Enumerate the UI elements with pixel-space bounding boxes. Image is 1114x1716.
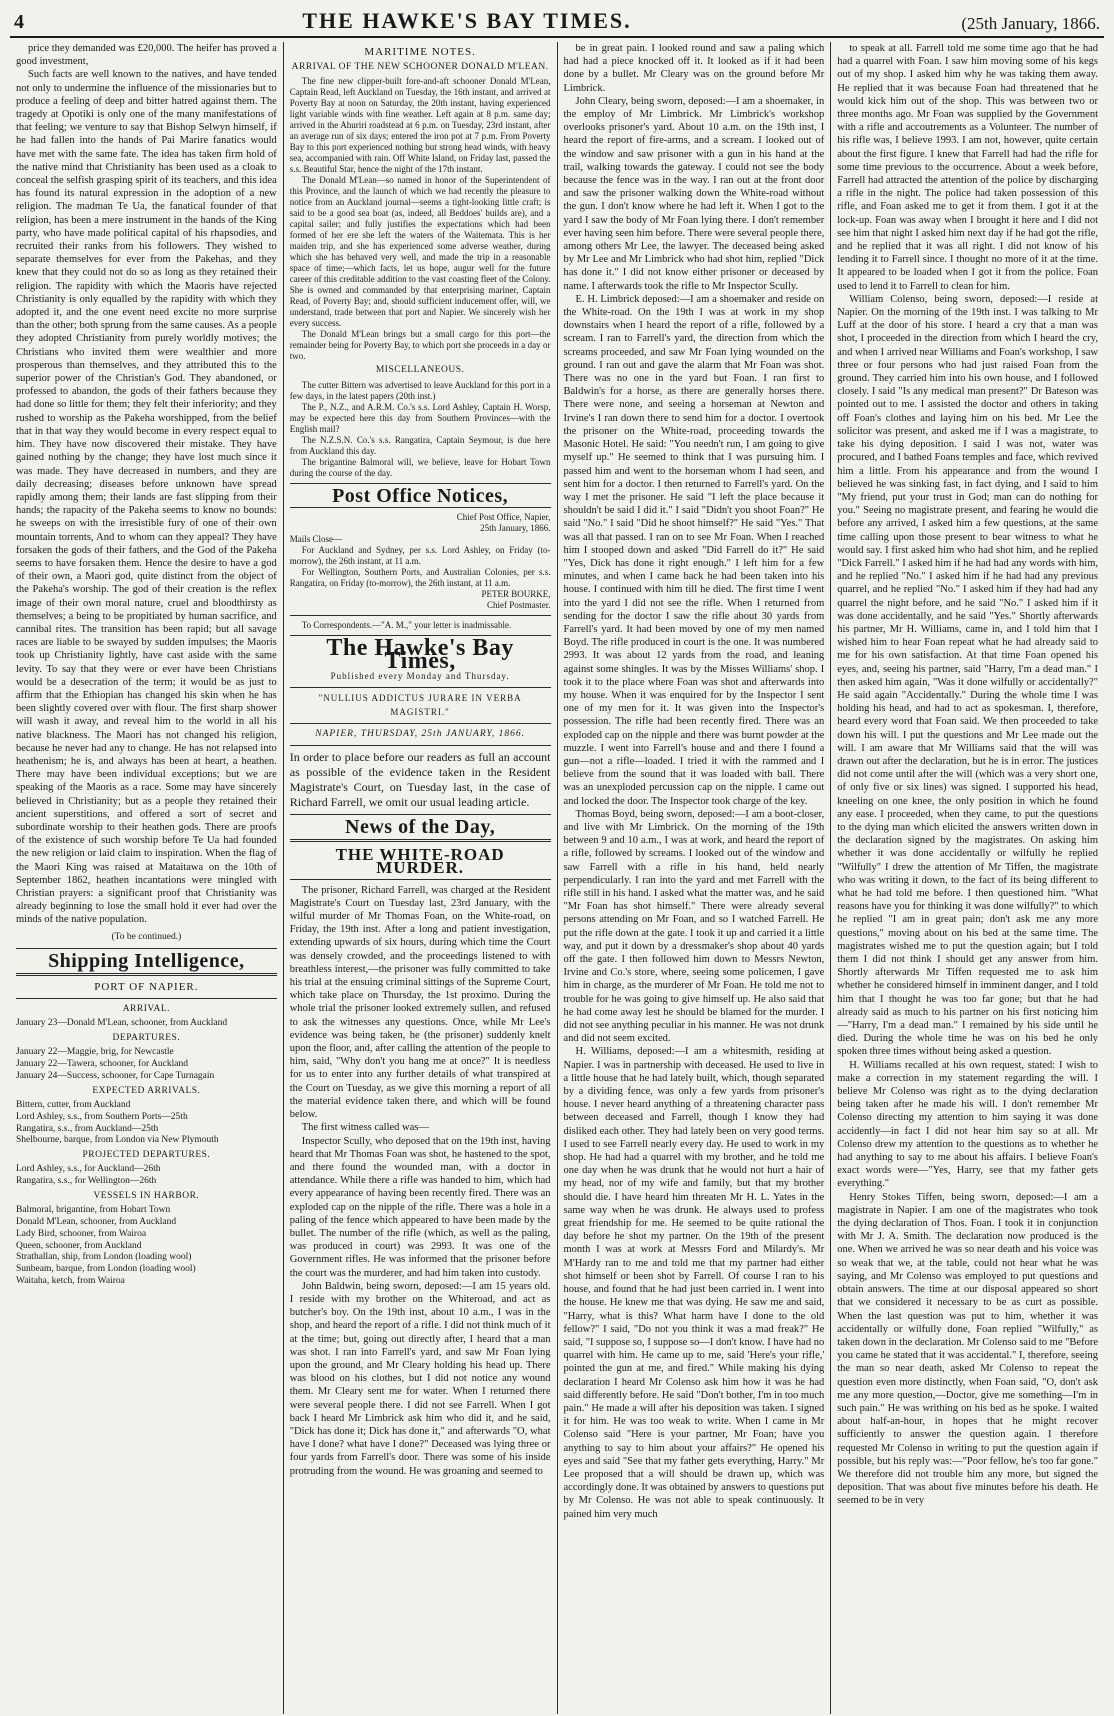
port-heading: PORT OF NAPIER. [94, 981, 199, 994]
evidence-paragraph: John Cleary, being sworn, deposed:—I am a shoemaker, in the employ of Mr Limbrick. Mr Limbrick's workshop overlooks prisoner's yard. About 10 a.m. on the 19th inst, I heard the report of fire-arms, and a scream. I looked out of the window and saw prisoner with a gun in his hand at the trail, walking towards the gateway. I could not see the body because the fence was in the way. I ran out at the front door and saw the prisoner walking down the White-road without the gun. I don't know where he had left it. When I got to the yard I saw the body of Mr Foan lying there. I don't remember ever having seen him before. There were several people there, among others Mr Lee, the lawyer. The deceased being asked by Mr Lee and Mr Limbrick who had shot him, replied "Dick has done it." I did not know either prisoner or deceased by name. I afterwards took the rifle to Mr Inspector Scully. [563, 95, 825, 292]
divider [290, 615, 551, 616]
projected-heading: PROJECTED DEPARTURES. [82, 1150, 211, 1161]
arrival-heading: ARRIVAL. [122, 1004, 171, 1015]
misc-heading: MISCELLANEOUS. [375, 365, 465, 376]
post-office-heading: Post Office Notices, [332, 484, 509, 507]
motto: "NULLIUS ADDICTUS JURARE IN VERBA MAGISTRI." [318, 693, 522, 717]
maritime-paragraph: The Donald M'Lean—so named in honor of the Superintendent of this Province, and the launch of which we had recently the pleasure to notice from an Auckland journal—seems a tight-looking little craft; is said to be a good sea boat (as, indeed, all Beddoes' builds are), and a capital sailer; and fully justifies the expectations which had been formed of her ere she left the waters of the Waitemata. This is her maiden trip, and she has experienced some adverse weather, during which she has behaved very well, and made the trip in a reasonable space of time;—which facts, let us hope, augur well for the future career of this creditable addition to the vast coasting fleet of the Colony. She is owned and commanded by that enterprising mariner, Captain Read, of Poverty Bay; and, should sufficient inducement offer, will, we understand, trade between that port and Napier. We sincerely wish her every success. [289, 175, 551, 329]
vessels-heading: VESSELS IN HARBOR. [93, 1191, 200, 1201]
column-4 [830, 42, 1104, 1714]
columns [10, 42, 1104, 1714]
shipping-heading: Shipping Intelligence, [48, 949, 245, 972]
projected-departures-list [16, 1164, 277, 1188]
misc-paragraph: The brigantine Balmoral will, we believe, leave for Hobart Town during the course of the day. [289, 456, 551, 478]
arrivals-list [16, 1018, 277, 1030]
article-paragraph: Such facts are well known to the natives, and have tended not only to undermine the influence of the missionaries but to produce a feeling of deep and bitter hatred against them. The tragedy at Opotiki is only one of the many manifestations of that feeling; we venture to say that Bishop Selwyn himself, if he had fallen into the hands of Pai Marire fanatics would have met with the same fate. The idea has taken firm hold of the native mind that Christianity has been used as a cloak to conceal the selfish grasping spirit of its teachers, and this idea has found its natural expression in the adoption of a new religion. The madman Te Ua, the fanatical founder of that religion, has been a mere instrument in the hands of the King party, who have made political capital of his rhapsodies, and recruited their ranks from his followers. They wished to separate themselves for ever from the Pakehas, and they knew that they could not do so as long as they retained their religion. The rapidity with which the Maoris have rejected Christianity is only equalled by the rapidity with which they adopted it, and the one event need excite no more surprise than the other; both sprung from the same causes. As a people they adopted Christianity from purely worldly motives; the Christians who invited them were wealthier and more prosperous than themselves, and they attributed this to the superior power of the Christian's God. They abandoned, or professed to abandon, the gods of their fathers because they had done so little for them; they felt their inferiority; and they rushed to worship as the Pakeha worshipped, from the belief that in that way they would become in every respect equal to him. They have now discovered their mistake. They have gained nothing by the change; they have lost much since it was made. They have decreased in numbers, and they are daily decreasing; diseases before unknown have spread rapidly among them; their lands are fast slipping from their hands; the rapacity of the Pakeha seems to know no bounds: he sweeps on with the irresistible fury of one of their own mountain torrents, And to whom can they appeal? They have forsaken the gods of their fathers, and the God of the Pakeha seems to have forsaken them. Hence the desire to have a god of their own, a Maori god, quite distinct from the object of the Pakeha's worship. The god of their creation is the reflex image of their own moral nature, cruel and bloodthirsty as themselves; a being to be propitiated by human sacrifice, and cannibal rites. The transition has been rapid; but all savage races are liable to be swayed by sudden impulses; the Maoris took up Christianity lightly, have cast aside with the same levity. To say that they were or ever have been Christians would be a desecration of the term; it would be as just to affirm that the Ethiopian has changed his skin when he has been slightly covered over with flour. The first sharp shower will wash it away, and reveal him to the world in all his native blackness. The Maori has not changed his religion, because he never had any to change. He has not relapsed into heathenism; he is, and always has been at heart, a heathen. There may have been individual exceptions; but we are speaking of the Maoris as a race. Some may have sincerely believed in Christianity; but as a people they retained their ancient superstitions, and offered a sort of secret and subordinate worship to their heathen gods. There are proofs of the existence of such worship before Te Ua had founded the new religion or laid claim to inspiration. When the flag of the Maori King was raised at Mataitawa on the 10th of September 1862, heathen incantations were mingled with Christian prayers: a significant proof that Christianity was already beginning to lose the small hold it ever had over the minds of the native population. [16, 69, 277, 926]
evidence-paragraph: H. Williams recalled at his own request, stated: I wish to make a correction in my statement regarding the will. I believe Mr Colenso was right as to the dying declaration being taken after he made his will. I don't remember Mr Colenso directing my attention to him saying it was done accidently—in fact I did not hear him say so at all. Mr Colenso drew my attention to the questions as to whether he had anything to say to me about his affairs. I believe Foan's exact words were—"Yes, Harry, see that my father gets everything." [837, 1059, 1098, 1190]
evidence-paragraph: Thomas Boyd, being sworn, deposed:—I am a boot-closer, and live with Mr Limbrick. On the morning of the 19th between 9 and 10 a.m., I was at work, and heard the report of a rifle, followed by screams. I looked out of the window and saw Farrell with a rifle in his hand, held nearly perpendicularly. I ran into the yard and met Farrell with the rifle still in his hand. I asked what the matter was, and he said "Mr Foan has shot himself." There were already several persons attending on Mr Foan, and so I watched Farrell. He put the rifle down at the gate. I took it up and carried it a little way, and put it down by a dressmaker's shop about 40 yards off the gate. I then followed him down to Messrs Newton, Irvine and Co.'s store, where, seeing some policemen, I gave him in charge, as the murderer of Mr Foan. He told me not to trouble for he was going to give himself up. He also said that he had come away lest he should be blamed for the murder. I did not see anything peculiar in his manner. He was not drunk and did not seem excited. [563, 808, 825, 1045]
divider [290, 839, 551, 842]
maritime-body [290, 76, 551, 362]
column-3 [557, 42, 831, 1714]
misc-paragraph: The N.Z.S.N. Co.'s s.s. Rangatira, Captain Seymour, is due here from Auckland this day. [289, 434, 551, 456]
dateline: NAPIER, THURSDAY, 25th JANUARY, 1866. [315, 728, 526, 739]
shipping-entry: Bittern, cutter, from Auckland [16, 1100, 131, 1111]
column-4-body [837, 42, 1098, 1508]
postmaster-name: PETER BOURKE, [481, 588, 551, 599]
news-heading: News of the Day, [345, 816, 496, 839]
expected-arrivals-list [16, 1100, 277, 1147]
divider [290, 723, 551, 724]
shipping-entry: January 23—Donald M'Lean, schooner, from Auckland [16, 1018, 228, 1029]
divider [290, 483, 551, 484]
intro-paragraph: In order to place before our readers as full an account as possible of the evidence taken in the Resident Magistrate's Court, on Tuesday last, in the case of Richard Farrell, we omit our usual leading article. [289, 750, 551, 810]
continued-note: (To be continued.) [111, 931, 182, 942]
evidence-paragraph: H. Williams, deposed:—I am a whitesmith, residing at Napier. I was in partnership with deceased. He used to live in a little house that he had lately built, which, though separated by a dividing fence, was only a few yards from prisoner's house. I never heard anything of a threatening character pass between deceased and Farrell, though I know they had disliked each other. They had lately been on very good terms. I used to see Farrell nearly every day. He used to work in my shop. He had had a quarrel with my brother, and he told me one day when he was drunk that he would not hurt a hair of my head, nor of my wife and family, but that my brother should die. I have heard him threaten Mr H. L. Yates in the same way when he was drunk. He always used to profess great friendship for me. He seemed to be quite rational the day before he shot my partner. On the 19th of the present month I was at work at Messrs Ford and Milardy's. Mr M'Hardy ran to me and told me that my partner had either shot himself or been shot by Farrell. Of course I ran to his house, and found that he had just been carried in. I went into the house. He knew me that was dying. He saw me and said, "Harry, what is this? What harm have I done to the old fellow?" I said, "Do not you think it was a mad freak?" He said, "I suppose so, I suppose so—I don't know. I have had no quarrel with him. He came up to me, said 'Here's your rifle,' pointed the gun at me, and fired." While making his dying declaration I heard Mr Colenso ask him how it was he had said differently before. He said "Don't bother, I'm in too much pain." He made a will after his deposition was taken. I signed it for him. He was too weak to write. When I came in Mr Colenso said "Here is your partner, Mr Foan; have you anything to say to him about your affairs?" He opened his eyes and said "See that my father gets everything, Harry." Mr Lee proposed that a will should be drawn up, which was accordingly done. It was obtained by answers to questions put by Mr Colenso. He was not able to speak continuously. It pained him very much [563, 1046, 825, 1520]
vessels-in-harbor-list [16, 1205, 277, 1288]
mails-paragraph: For Auckland and Sydney, per s.s. Lord Ashley, on Friday (to-morrow), the 26th instant, at 11 a.m. [289, 544, 551, 566]
masthead [10, 6, 1104, 38]
post-office-date: 25th January, 1866. [480, 522, 551, 533]
paper-title: THE HAWKE'S BAY TIMES. [302, 8, 632, 33]
evidence-paragraph: E. H. Limbrick deposed:—I am a shoemaker and reside on the White-road. On the 19th I was at work in my shop downstairs when I heard the report of a rifle, followed by a scream. I ran to Farrell's yard, the direction from which the screams proceeded, and saw Mr Foan lying wounded on the ground. I ran out and gave the alarm that Mr Foan was shot. There was no one in the yard but Foan. I ran first to Baldwin's for a horse, as there are generally horses there. There were none, and seeing a horseman at Newton and Irvine's I ran down there to send him for a doctor. I overtook the prisoner on the White-road, proceeding towards the Masonic Hotel. He said: "You needn't run, I am going to give myself up." He seemed to think that I was pursuing him. I passed him and went to the horseman whom I had seen, and sent him for a doctor. I then returned to Farrell's yard. On the way I met the prisoner. He said "I left the place because it shouldn't be said I did it." I said "Didn't you shoot Foan?" He said "No." I said "Did he shoot himself?" He said "Yes." That was all that passed. I ran on to see Mr Foan. When I reached him I stooped down and asked "Did Farrell do it?" He said "Yes, Dick has done it right enough." I left him for a few minutes, and when I came back he had been taken into his house. I continued with him till he died. The first time I went into the yard I did not see the rifle. When I returned from sending for the doctor I saw the rifle about 30 yards from Farrell's yard. It had been moved by one of my men named Boyd. The rifle produced in court is the one. It was numbered 2993. It was about 12 yards from the road, and leaning against some shingles. It was by the Misses Williams' shop. I took it to the place where Foan was shot and afterwards into my house. When it was enquired for by the Inspector I sent one of my men for it. It was given into the Inspector's possession. The rifle had been recently fired. There was an exploded cap on the nipple and there was burnt powder at the muzzle. I went into Farrell's house and and there I found a gun—not a rifle—loaded. I tried it with the rammed and I believe from the sound that it was loaded with ball. There was an unexploded percussion cap on the nipple. I came out and locked the door. The Inspector took charge of the key. [563, 293, 825, 807]
nameplate: The Hawke's Bay Times, [326, 634, 514, 675]
evidence-paragraph: Inspector Scully, who deposed that on the 19th inst, having heard that Mr Thomas Foan was shot, he hastened to the spot, and there found the wounded man, with a doctor in attendance. While there a rifle was handed to him, which had every appearance of having been recently fired. There was an exploded cap on the nipple of the rifle. There was a hole in a paling of the fence which appeared to have been made by the bullet. The number of the rifle (which, as well as the paling, was produced in court) was 2993. It was one of the Government rifles. He was informed that the prisoner before the court was the murderer, and had him taken into custody. [289, 1135, 551, 1279]
divider [290, 507, 551, 508]
maritime-paragraph: The Donald M'Lean brings but a small cargo for this port—the remainder being for Poverty Bay, to which port she proceeds in a day or two. [289, 329, 551, 362]
column-2 [283, 42, 557, 1714]
shipping-entry: Shelbourne, barque, from London via New Plymouth [16, 1135, 219, 1146]
postmaster-title: Chief Postmaster. [487, 599, 551, 610]
shipping-entry: Balmoral, brigantine, from Hobart Town [16, 1205, 171, 1216]
evidence-paragraph: The prisoner, Richard Farrell, was charged at the Resident Magistrate's Court on Tuesday last, 23rd January, with the wilful murder of Mr Thomas Foan, on the White-road, on Friday, the 19th inst. After a long and patient investigation, extending upwards of six hours, during which time the Court was densely crowded, and the proceedings listened to with breathless interest,—the prisoner was fully committed to take his trial at the ensuing criminal sittings of the Supreme Court, which take place on Thursday, the 1st proximo. During the whole trial the prisoner looked extremely sullen, and refused to ask the witnesses any questions. Once, while Mr Lee's evidence was being taken, he (the prisoner) suddenly knelt upon the floor, and, after calling the attention of the people to him, said, "Why don't you hang me at once?" It is needless for us to enter into any further details of what transpired at the Court on Tuesday, as we give this morning a report of all the material evidence taken there, and which will be found below. [289, 884, 551, 1121]
post-office-line: Chief Post Office, Napier, [456, 511, 551, 522]
shipping-entry: Rangatira, s.s., for Wellington—26th [16, 1176, 157, 1187]
shipping-entry: Queen, schooner, from Auckland [16, 1240, 142, 1251]
murder-body [290, 884, 551, 1478]
shipping-entry: Lord Ashley, s.s., from Southern Ports—25th [16, 1111, 188, 1122]
divider [16, 973, 277, 976]
published-line: Published every Monday and Thursday. [330, 671, 510, 682]
evidence-paragraph: to speak at all. Farrell told me some time ago that he had had a quarrel with Foan. I saw him moving some of his kegs out of my shop. I asked him why he was taking them away. He replied that it was because Foan had threatened that he would kick him out of the shop. This was between two or three months ago. Mr Foan was supplied by the Government with a rifle and accoutrements as a Volunteer. The number of his rifle was, I believe 1993. I am not, however, quite certain about the first figure. I knew that Farrell had had the rifle for some time previous to the occurrence. About a week before, Farrell had attracted the attention of the police by discharging a rifle in the night. The police had taken possession of this rifle, and Foan asked me to get it from them. I got it at the lock-up. Foan was away when I brought it here and I did not see him that night I asked him next day if he had got the rifle, and he replied that it was all right. I did not know of his lending it to Farrell since. I thought no more of it at the time. It appeared to be loaded when I got it from the police. Foan used to lend it to Farrell to clean for him. [837, 43, 1098, 292]
expected-heading: EXPECTED ARRIVALS. [92, 1085, 201, 1096]
evidence-paragraph: William Colenso, being sworn, deposed:—I reside at Napier. On the morning of the 19th inst. I was talking to Mr Luff at the door of his store. I heard a cry that a man was shot, I proceeded in the direction from which I heard the cry, and when I arrived near Williams and Foan's workshop, I saw three or four persons who had just raised Foan from the ground. They carried him into his own house, and I followed closely. I said "Is any medical man present?" Dr Bateson was pointed out to me. I assisted the doctor and others in taking off Foan's clothes and laying him on his bed. Mr Lee the solicitor was present, and asked me if I was a magistrate, to take his dying deposition. I said I was not, water was procured, and I bathed Foans temples and face, which revived him a little. From his appearance and from the wound I believed he was sinking fast, in fact dying, and I said to him "My friend, put your trust in God; man can do nothing for you." Seeing no magistrate present, and fearing he would die before any arrived, I asked him a few questions, at the same time calling upon those present to bear witness to what he would say. I first asked him who had shot him, and he replied "Dick Farrell." I asked him if he had had any words with him, and he replied "No." I asked him if he had had any previous quarrel, and he replied "No." I asked him if they had had any quarrel the night before, and he said "No." I asked him if it was done accidentally, and he said "Yes." Shortly afterwards his partner, Mr H. Williams, came in, and I told him that I wished him to hear Foan repeat what he had already said to me for his own satisfaction. At that time Foan opened his eyes, and, seeing his partner, said "Harry, I'm a dead man." I then asked him again, "Was it done wilfully or accidentally?" He said again "Accidentally." During the whole time I was holding his head, and had to act as spokesman. I, therefore, heard every word that Foan said. We then proceeded to take down his will. I put the questions and Mr Lee made out the will. I am aware that Mr Williams said that the will was drawn out after the declaration, but he is in error. The justices did not come until after the will (which was a very short one, of only five or six lines) was signed. I supported his head, kneeling on one knee, the only position in which he found any ease. I proceeded, when they came, to put the questions to the dying man which elicited the answers written down in the declaration signed by the magistrates. On asking him whether it was done accidentally or wilfully he replied "Wilfully" I drew the attention of Mr Tiffen, the magistrate who was writing it down, to the fact of its being different to what he had told me before. I then questioned him. "What reasons have you for thinking it was done wilfully?" to which he replied "I am in great pain; don't ask me any more questions," moving about on his bed at the same time. The magistrates wished me to put the question again; but I told them I did not think I should get any answer from him. Shortly afterwards Mr Tiffen requested me to ask him whether he considered himself in imminent danger, and I told him that I thought he was too far gone; but that he had already said as much to his partner on his first noticing him—"Harry, I'm a dead man." I remained by his side until he died. During the whole time he was on his bed he only spoken three times without being asked a question. [837, 293, 1098, 1058]
correspondents-note: To Correspondents.—"A. M.," your letter is inadmissable. [301, 619, 512, 630]
shipping-entry: Waitaha, ketch, from Wairoa [16, 1275, 125, 1286]
maritime-subheading: ARRIVAL OF THE NEW SCHOONER DONALD M'LEAN. [291, 62, 549, 73]
departures-heading: DEPARTURES. [112, 1033, 181, 1044]
evidence-paragraph: The first witness called was— [301, 1122, 429, 1134]
column-3-body [564, 42, 825, 1521]
shipping-entry: Lady Bird, schooner, from Wairoa [16, 1228, 147, 1239]
divider [290, 879, 551, 880]
shipping-entry: Rangatira, s.s., from Auckland—25th [16, 1123, 159, 1134]
maritime-paragraph: The fine new clipper-built fore-and-aft schooner Donald M'Lean, Captain Read, left Auckland on Tuesday, the 16th instant, and arrived at Poverty Bay at noon on Saturday, the 20th instant, having experienced light variable winds with fine weather. Left again at 8 p.m. same day; arrived in the Ahuriri roadstead at 6 p.m. on Tuesday, 23rd instant, after an average run of six days; entered the iron pot at 7 p.m. From Poverty Bay to this port experienced nothing but strong head winds, with heavy sea, accompanied with rain. Off White Island, on Friday last, passed the s.s. Beautiful Star, hence the night of the 17th instant. [289, 76, 551, 175]
shipping-entry: Sunbeam, barque, from London (loading wool) [16, 1264, 196, 1275]
evidence-paragraph: John Baldwin, being sworn, deposed:—I am 15 years old. I reside with my brother on the Whiteroad, and act as butcher's boy. On the 19th inst, about 10 a.m., I was in the shop, and heard the report of a rifle. I did not think much of it at the time; but, going out directly after, I heard that a man was shot. I ran into Farrell's yard, and saw Mr Foan lying upon the ground, and Mr Cleary holding his head up. There was blood on his clothes, but I did not notice any wound them. Mr Cleary sent me for water. When I returned there were several people there. I did not see Farrell. When I got back I heard Mr Limbrick ask him who did it, and he said, "Dick has done it; Dick has done it," and afterwards "O, what have I done? what have I done?" Deceased was lying three or four yards from Farrell's door. There was some of his inside protruding from the wound. He was groaning and seemed to [289, 1280, 551, 1477]
misc-body [290, 380, 551, 479]
murder-heading: THE WHITE-ROAD MURDER. [335, 845, 505, 878]
divider [16, 948, 277, 949]
mails-close: Mails Close— [289, 533, 343, 544]
mails-body [290, 545, 551, 589]
page-number: 4 [14, 11, 24, 33]
issue-date: (25th January, 1866. [961, 14, 1100, 33]
shipping-entry: Strathallan, ship, from London (loading wool) [16, 1252, 192, 1263]
article-paragraph: price they demanded was £20,000. The heifer has proved a good investment, [16, 43, 277, 68]
column-1 [10, 42, 283, 1714]
shipping-entry: January 22—Maggie, brig, for Newcastle [16, 1047, 174, 1058]
evidence-paragraph: be in great pain. I looked round and saw a paling which had had a piece knocked off it. It looked as if it had been done by a bullet. Mr Cleary was on the ground before Mr Limbrick. [563, 43, 825, 94]
maritime-heading: MARITIME NOTES. [364, 46, 476, 58]
departures-list [16, 1047, 277, 1082]
column-1-body [16, 42, 277, 927]
misc-paragraph: The P., N.Z., and A.R.M. Co.'s s.s. Lord Ashley, Captain H. Worsp, may be expected here this day from Southern Provinces—with the English mail? [289, 401, 551, 434]
evidence-paragraph: Henry Stokes Tiffen, being sworn, deposed:—I am a magistrate in Napier. I am one of the magistrates who took the dying declaration of Thos. Foan. I took it in conjunction with Mr J. A. Smith. The declaration now produced is the one. When we arrived he was so near death and his voice was so weak that we, at the table, could not hear what he was saying, and Mr Colenso was employed to put questions and obtain answers. The time at our disposal appeared so short that we considered it necessary to be as curt as possible. When the last question was put to him, whether it was accidentally or wilfully done, Foan replied "Wilfully," as taken down in the declaration. Mr Colenso said to me "Before you came he stated that it was accidental." I, therefore, seeing the man so near death, asked Mr Colenso to repeat the question even more distinctly, when Foan said, "O, don't ask me any more question,—Doctor, give me something—I'm in such pain." He was writhing on his bed as he spoke. I waited about half-an-hour, in hopes that he might recover sufficiently to answer the question again. I therefore requested Mr Colenso in writing to put the question again if possible, but his reply was:—"Poor fellow, he's too far gone." We therefore did not trouble him any more, but signed the deposition. That was about five minutes before his death. He seemed to be in very [837, 1191, 1098, 1507]
divider [290, 687, 551, 688]
shipping-entry: January 22—Tawera, schooner, for Auckland [16, 1059, 189, 1070]
shipping-entry: January 24—Success, schooner, for Cape Turnagain [16, 1071, 215, 1082]
misc-paragraph: The cutter Bittern was advertised to leave Auckland for this port in a few days, in the latest papers (20th inst.) [289, 379, 551, 401]
divider [290, 745, 551, 746]
divider [290, 814, 551, 815]
mails-paragraph: For Wellington, Southern Ports, and Australian Colonies, per s.s. Rangatira, on Friday (to-morrow), the 26th instant, at 11 a.m. [289, 566, 551, 588]
divider [16, 998, 277, 999]
shipping-entry: Lord Ashley, s.s., for Auckland—26th [16, 1164, 161, 1175]
shipping-entry: Donald M'Lean, schooner, from Auckland [16, 1217, 177, 1227]
